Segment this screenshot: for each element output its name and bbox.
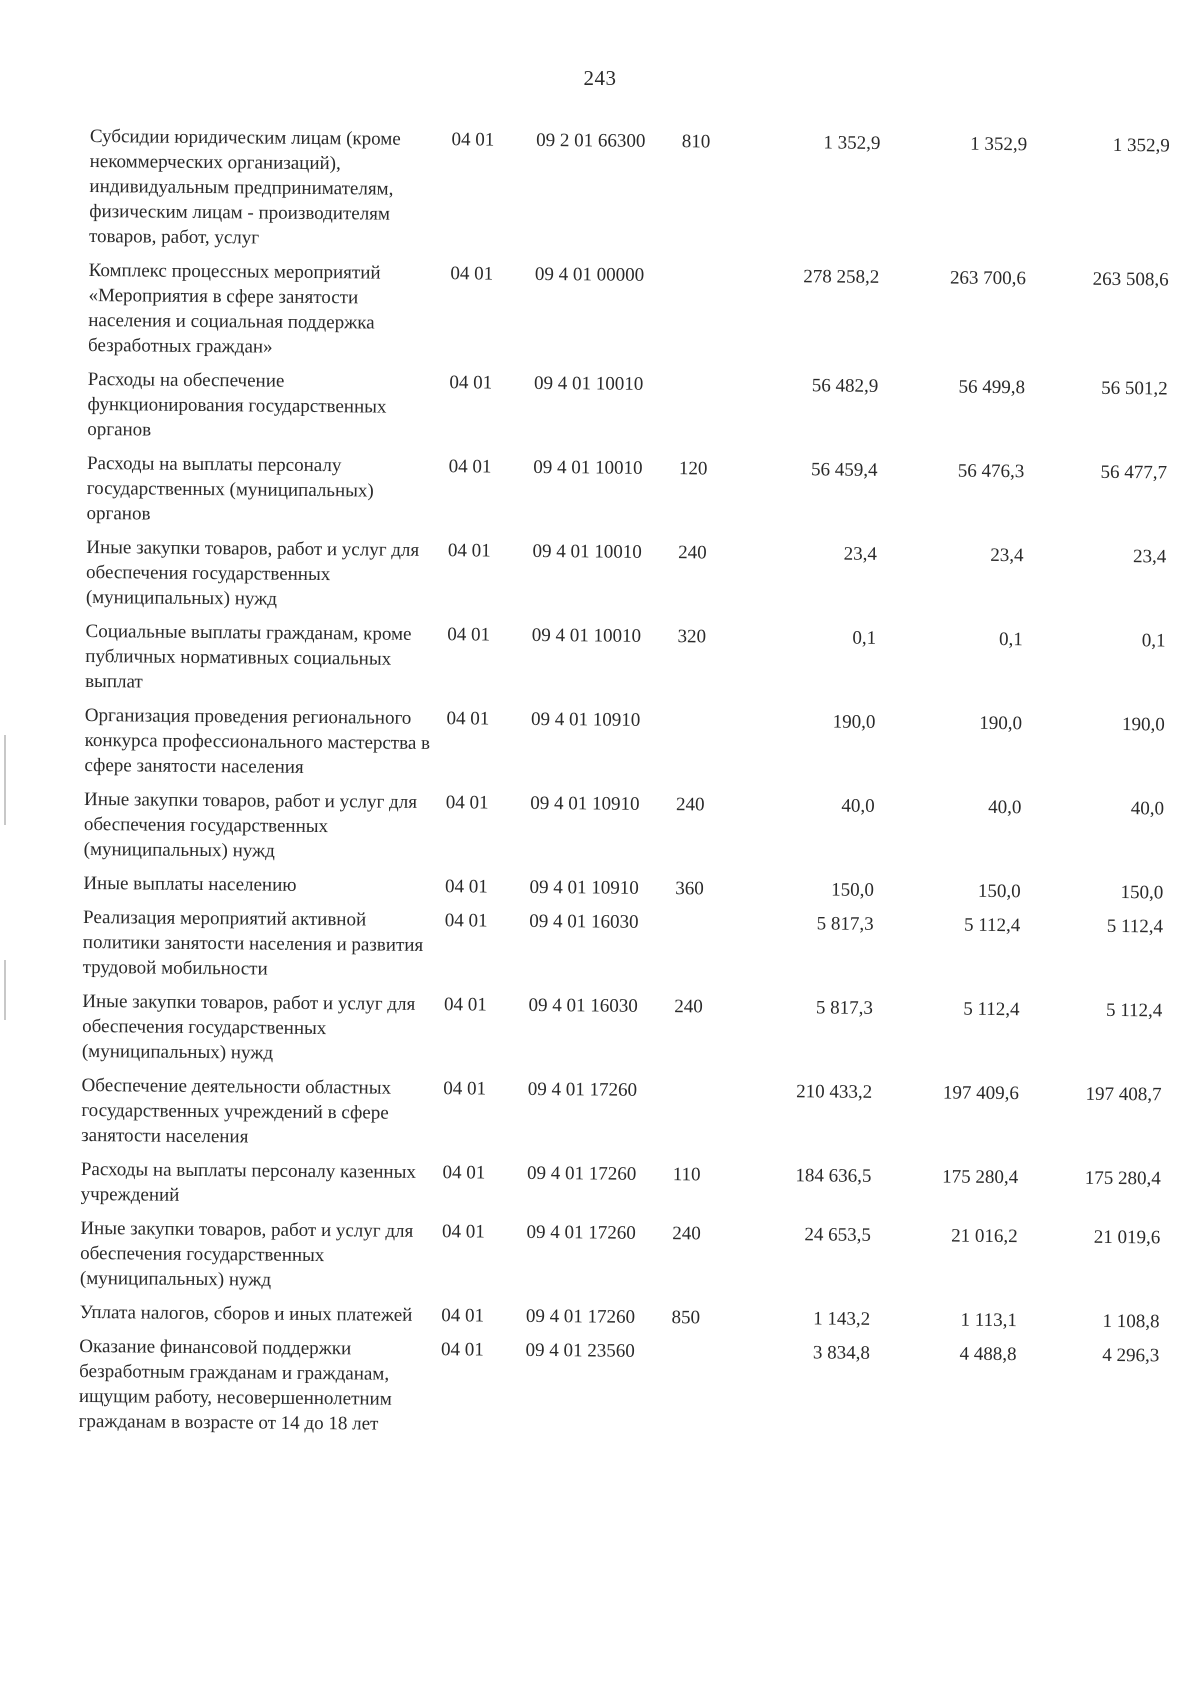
expense-name: Комплекс процессных мероприятий «Мероприятия в сфере занятости населения и социальная поддержка безработных граждан» [87,259,381,358]
expense-name-cell [89,124,452,261]
amount-year-1: 150,0 [831,879,875,901]
amount-year-2: 175 280,4 [942,1166,1019,1189]
amount-year-2: 40,0 [988,796,1022,819]
amount-year-2: 5 112,4 [963,914,1021,937]
expense-type-code-cell [671,1305,740,1340]
amount-year-2: 263 700,6 [949,267,1027,290]
target-article-code: 09 4 01 10010 [531,624,642,647]
amount-year-2-cell [873,912,1020,997]
amount-year-3-cell [1017,1224,1160,1309]
table-row [89,124,1170,267]
amount-year-1-cell [741,1163,872,1223]
expense-type-code-cell [674,910,743,995]
target-article-code-cell [532,539,678,624]
amount-year-3: 4 296,3 [1102,1344,1160,1367]
expense-type-code-cell [670,1339,739,1449]
section-code-cell [443,992,528,1077]
target-article-code-cell [526,1220,672,1305]
amount-year-3-cell [1024,375,1167,460]
section-code: 04 01 [447,540,491,562]
amount-year-1: 1 143,2 [813,1308,871,1330]
amount-year-1: 24 653,5 [804,1224,872,1246]
expense-name-cell [83,787,445,874]
amount-year-1-cell [741,1079,872,1164]
expense-type-code-cell [674,994,743,1079]
target-article-code-cell [528,993,674,1078]
table-body [78,124,1169,1452]
expense-type-code: 120 [678,458,708,480]
amount-year-1: 56 459,4 [811,459,878,481]
amount-year-2-cell [870,1307,1017,1342]
amount-year-2-cell [870,1223,1017,1308]
section-code-cell [440,1337,526,1447]
amount-year-2: 56 476,3 [957,460,1025,483]
expense-type-code: 240 [672,1223,701,1245]
target-article-code-cell [529,909,675,994]
amount-year-1: 190,0 [832,711,876,733]
target-article-code-cell [533,455,679,540]
expense-name: Организация проведения регионального конкурса профессионального мастерства в сфере занятости населения [84,704,431,778]
target-article-code: 09 4 01 17260 [527,1078,638,1101]
expense-type-code-cell [675,876,744,911]
amount-year-3: 1 352,9 [1112,134,1170,157]
expense-name: Обеспечение деятельности областных государственных учреждений в сфере занятости населения [81,1074,392,1148]
amount-year-3: 21 019,6 [1093,1226,1161,1249]
amount-year-1-cell [747,373,878,458]
table-row [87,367,1168,460]
amount-year-2: 56 499,8 [958,376,1026,399]
expense-name-cell [78,1334,441,1446]
expense-type-code-cell [672,1162,741,1222]
amount-year-3-cell [1020,913,1163,998]
expense-name: Иные закупки товаров, работ и услуг для обеспечения государственных (муниципальных) нужд [81,990,416,1064]
target-article-code: 09 4 01 17260 [525,1305,636,1328]
amount-year-2: 190,0 [979,712,1023,735]
amount-year-1: 1 352,9 [823,132,881,154]
amount-year-2: 1 113,1 [960,1309,1017,1332]
amount-year-2-cell [872,1080,1019,1165]
expense-name: Расходы на выплаты персоналу казенных учреждений [80,1158,417,1206]
table-row [84,703,1165,796]
section-code: 04 01 [445,792,489,814]
section-code-cell [443,1076,528,1161]
amount-year-2-cell [877,458,1024,543]
target-article-code-cell [525,1338,672,1448]
expense-name: Реализация мероприятий активной политики занятости населения и развития трудовой мобильности [82,906,424,980]
amount-year-1-cell [743,877,874,912]
section-code-cell [441,1219,526,1304]
expense-type-code: 360 [675,878,704,900]
amount-year-2: 23,4 [990,544,1024,567]
section-code-cell [447,538,532,623]
section-code-cell [446,706,531,791]
table-row [80,1216,1161,1309]
amount-year-1: 184 636,5 [795,1165,872,1187]
target-article-code: 09 4 01 23560 [525,1339,635,1362]
table-row [86,535,1167,628]
amount-year-2-cell [872,996,1019,1081]
target-article-code: 09 4 01 10910 [530,708,641,731]
section-code-cell [442,1160,527,1220]
amount-year-3: 56 501,2 [1101,377,1168,400]
target-article-code: 09 4 01 16030 [528,994,638,1017]
scan-margin-mark [4,735,6,825]
amount-year-3: 5 112,4 [1106,915,1164,938]
amount-year-1-cell [747,457,878,542]
amount-year-3-cell [1024,459,1167,544]
expense-name-cell [80,1216,442,1303]
section-code: 04 01 [440,1339,484,1361]
target-article-code-cell [533,371,679,456]
amount-year-3-cell [1026,132,1170,267]
expense-type-code: 110 [672,1164,701,1186]
amount-year-3-cell [1023,543,1166,628]
expense-type-code-cell [676,708,745,793]
amount-year-1: 23,4 [843,543,877,565]
expense-type-code-cell [672,1221,741,1306]
expense-type-code: 850 [671,1307,701,1329]
table-row [78,1334,1159,1452]
amount-year-3-cell [1018,1081,1161,1166]
expense-name-cell [81,1073,443,1160]
amount-year-1-cell [740,1222,871,1307]
target-article-code-cell [527,1077,673,1162]
amount-year-2-cell [878,265,1026,375]
amount-year-2: 197 409,6 [942,1082,1019,1105]
amount-year-1: 210 433,2 [796,1081,873,1103]
amount-year-3: 5 112,4 [1105,999,1163,1022]
expense-name: Оказание финансовой поддержки безработным гражданам и гражданам, ищущим работу, несовершеннолетним гражданам в возрасте от 14 до 18 лет [78,1335,392,1435]
amount-year-1-cell [744,793,875,878]
amount-year-3-cell [1021,711,1164,796]
expense-type-code-cell [677,624,746,709]
amount-year-1-cell [743,911,874,996]
expense-type-code: 240 [678,542,707,564]
table-row [83,787,1164,880]
target-article-code-cell [530,707,676,792]
amount-year-2-cell [874,878,1021,913]
section-code-cell [445,790,530,875]
section-code: 04 01 [446,708,490,730]
table-row [81,1073,1162,1166]
amount-year-3: 0,1 [1141,630,1166,652]
expense-type-code-cell [680,263,749,373]
target-article-code-cell [526,1304,672,1339]
target-article-code-cell [527,1161,673,1221]
amount-year-3: 175 280,4 [1084,1167,1161,1190]
amount-year-2: 1 352,9 [970,133,1028,156]
amount-year-3-cell [1018,1165,1161,1225]
target-article-code: 09 4 01 00000 [534,263,645,286]
table-row [86,451,1167,544]
expense-name-cell [85,619,447,706]
expense-name-cell [82,989,444,1076]
amount-year-3-cell [1021,795,1164,880]
amount-year-1-cell [744,709,875,794]
amount-year-1-cell [740,1306,871,1341]
amount-year-1-cell [749,130,881,265]
amount-year-2-cell [874,794,1021,879]
section-code-cell [441,1303,526,1338]
expense-type-code-cell [679,372,748,457]
expense-name: Иные закупки товаров, работ и услуг для обеспечения государственных (муниципальных) нужд [85,536,420,610]
section-code: 04 01 [444,910,488,932]
section-code: 04 01 [441,1221,485,1243]
amount-year-3-cell [1025,266,1169,376]
section-code-cell [451,127,537,262]
target-article-code: 09 4 01 10910 [530,792,640,815]
amount-year-1: 0,1 [852,627,877,649]
amount-year-3: 1 108,8 [1102,1310,1160,1333]
amount-year-1: 5 817,3 [815,997,873,1019]
amount-year-2-cell [875,710,1022,795]
section-code-cell [449,370,534,455]
amount-year-1: 3 834,8 [812,1342,870,1364]
expense-name-cell [84,703,446,790]
expense-type-code: 810 [681,131,711,153]
expense-name: Иные закупки товаров, работ и услуг для обеспечения государственных (муниципальных) нужд [79,1217,414,1291]
target-article-code-cell [534,262,681,372]
table-row [82,989,1163,1082]
expense-name-cell [82,905,444,992]
amount-year-2: 21 016,2 [951,1225,1018,1248]
section-code: 04 01 [442,1162,486,1184]
expense-name: Иные выплаты населению [83,872,297,896]
amount-year-1-cell [742,995,873,1080]
expense-type-code-cell [675,792,744,877]
expense-name: Уплата налогов, сборов и иных платежей [79,1301,413,1326]
amount-year-1: 5 817,3 [816,913,874,935]
amount-year-2: 5 112,4 [963,998,1020,1021]
section-code-cell [444,908,529,993]
expense-name: Социальные выплаты гражданам, кроме публичных нормативных социальных выплат [85,620,412,693]
table-row [85,619,1166,712]
scan-margin-mark [4,960,6,1020]
amount-year-2-cell [879,131,1027,266]
target-article-code: 09 2 01 66300 [536,129,646,152]
section-code-cell [447,622,532,707]
amount-year-2-cell [869,1341,1017,1451]
section-code: 04 01 [444,876,488,898]
expense-name: Иные закупки товаров, работ и услуг для обеспечения государственных (муниципальных) нужд [83,788,418,862]
target-article-code-cell [531,623,677,708]
section-code: 04 01 [443,994,487,1016]
amount-year-3-cell [1022,627,1165,712]
amount-year-3: 190,0 [1121,714,1165,736]
expense-name-cell [79,1300,441,1337]
amount-year-2-cell [876,626,1023,711]
section-code-cell [445,874,530,909]
amount-year-3: 150,0 [1120,882,1164,904]
amount-year-3: 197 408,7 [1085,1083,1162,1106]
expense-name-cell [86,535,448,622]
expense-name-cell [87,367,449,454]
amount-year-2: 0,1 [998,628,1023,651]
target-article-code: 09 4 01 10010 [533,456,643,479]
target-article-code-cell [529,875,675,910]
amount-year-3-cell [1019,997,1162,1082]
target-article-code: 09 4 01 10010 [533,372,644,395]
target-article-code-cell [535,128,682,263]
section-code: 04 01 [448,456,492,478]
amount-year-1-cell [746,541,877,626]
expense-name: Расходы на выплаты персоналу государственных (муниципальных) органов [86,452,374,525]
expense-name-cell [80,1157,442,1219]
table-row [80,1157,1160,1225]
amount-year-1-cell [739,1340,870,1450]
section-code: 04 01 [449,372,493,394]
amount-year-2-cell [878,374,1025,459]
expense-name-cell [86,451,448,538]
section-code: 04 01 [443,1078,487,1100]
section-code: 04 01 [450,263,494,285]
amount-year-2-cell [871,1164,1018,1224]
target-article-code: 09 4 01 17260 [527,1162,637,1185]
expense-type-code-cell [673,1078,742,1163]
section-code: 04 01 [441,1305,485,1327]
expense-type-code-cell [681,129,750,264]
expense-name: Субсидии юридическим лицам (кроме некоммерческих организаций), индивидуальным предпринимателям, физическим лицам - производителям товаров, работ, услуг [88,125,401,249]
target-article-code: 09 4 01 17260 [526,1221,636,1244]
target-article-code: 09 4 01 10910 [529,876,639,899]
expense-type-code-cell [678,456,747,541]
amount-year-1: 56 482,9 [811,375,879,397]
expense-type-code-cell [678,540,747,625]
table-row [82,905,1163,998]
amount-year-3-cell [1017,1308,1160,1343]
amount-year-1: 40,0 [841,795,875,817]
target-article-code: 09 4 01 16030 [529,910,639,933]
amount-year-2: 150,0 [977,880,1021,903]
amount-year-1-cell [748,264,879,374]
amount-year-1-cell [745,625,876,710]
amount-year-3-cell [1016,1342,1160,1452]
amount-year-3: 263 508,6 [1092,268,1169,291]
section-code-cell [448,454,533,539]
table-row [88,258,1169,376]
expense-name-cell [83,871,445,908]
amount-year-2: 4 488,8 [959,1343,1017,1366]
amount-year-3: 56 477,7 [1100,461,1168,484]
expense-type-code: 240 [675,794,705,816]
amount-year-1: 278 258,2 [803,266,880,288]
target-article-code: 09 4 01 10010 [532,540,642,563]
expense-name-cell [88,258,451,370]
expense-type-code: 240 [674,996,703,1018]
target-article-code-cell [530,791,676,876]
section-code: 04 01 [447,624,491,646]
budget-table [78,124,1169,1452]
expense-type-code: 320 [677,626,707,648]
section-code-cell [450,261,536,371]
amount-year-2-cell [876,542,1023,627]
amount-year-3-cell [1020,879,1163,914]
page-number: 243 [583,66,617,90]
expense-name: Расходы на обеспечение функционирования государственных органов [87,368,387,441]
amount-year-3: 40,0 [1130,798,1165,820]
section-code: 04 01 [451,129,495,151]
amount-year-3: 23,4 [1132,546,1167,568]
